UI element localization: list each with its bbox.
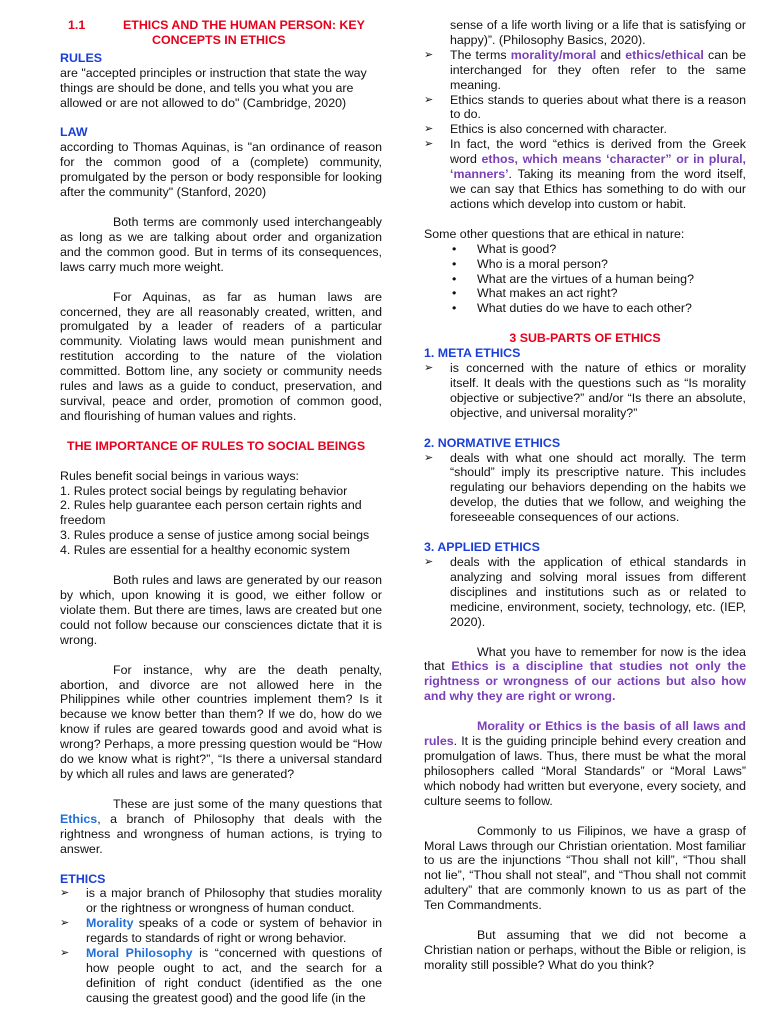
- benefit-4: 4. Rules are essential for a healthy economic system: [60, 543, 350, 558]
- ethics-bullet-1: ➢ is a major branch of Philosophy that studies morality or the rightness or wrongness of human conduct.: [60, 886, 382, 916]
- arrow-bullet-icon: ➢: [424, 138, 434, 151]
- question-item: • What is good?: [452, 241, 557, 256]
- applied-ethics-heading: 3. APPLIED ETHICS: [424, 540, 540, 555]
- arrow-bullet-icon: ➢: [424, 362, 434, 375]
- arrow-bullet-icon: ➢: [424, 123, 434, 136]
- paragraph-remember: What you have to remember for now is the idea that Ethics is a discipline that studies not only the rightness or wrongness of our actions but also how and why they are right or wrong.: [424, 644, 746, 704]
- bullet-character: ➢ Ethics is also concerned with character.: [424, 122, 667, 137]
- paragraph-questions: These are just some of the many questions that Ethics, a branch of Philosophy that deals with the rightness and wrongness of human actions, is trying to answer.: [60, 796, 382, 856]
- law-heading: LAW: [60, 125, 88, 140]
- morality-basis-emphasis: Morality or Ethics is the basis of all laws and rules: [424, 719, 746, 749]
- applied-ethics-bullet: ➢ deals with the application of ethical standards in analyzing and solving moral issues from different disciplines and institutions such as or related to medicine, environment, society, technology, etc. (IEP, 2020).: [424, 555, 746, 629]
- bullet-terms: ➢ The terms morality/moral and ethics/ethical can be interchanged for they often refer to the same meaning.: [424, 47, 746, 92]
- subparts-heading: 3 SUB-PARTS OF ETHICS: [509, 331, 661, 346]
- paragraph-basis: Morality or Ethics is the basis of all laws and rules. It is the guiding principle behind every creation and promulgation of laws. Thus, there must be what the moral philosophers called “Moral Standards” or “Moral Laws” which nobody had written but everyone, every society, and culture seems to follow.: [424, 719, 746, 808]
- question-item: • What are the virtues of a human being?: [452, 271, 694, 286]
- moral-philosophy-term: Moral Philosophy: [86, 946, 193, 961]
- ethics-bullet-3: ➢ Moral Philosophy is “concerned with questions of how people ought to act, and the search for a definition of right conduct (identified as the one causing the greatest good) and the good life (in the: [60, 946, 382, 1005]
- ethics-ethical-term: ethics/ethical: [625, 47, 704, 62]
- ethics-term: Ethics: [60, 811, 98, 826]
- morality-moral-term: morality/moral: [510, 47, 597, 62]
- bullet-queries: ➢ Ethics stands to queries about what there is a reason to do.: [424, 92, 746, 122]
- normative-ethics-bullet: ➢ deals with what one should act morally. The term “should” imply its prescriptive nature. This includes regulating our behaviors depending on the habits we develop, the duties that we follow, and weighing the foreseeable consequences of our actions.: [424, 450, 746, 525]
- right-column: [424, 0, 746, 973]
- arrow-bullet-icon: ➢: [60, 947, 70, 960]
- dot-bullet-icon: •: [452, 301, 457, 316]
- paragraph-reason: Both rules and laws are generated by our reason by which, upon knowing it is good, we either follow or violate them. But there are times, laws are created but one could not follow because our consciences dictate that it is wrong.: [60, 573, 382, 647]
- section-title: [60, 18, 382, 48]
- question-item: • What duties do we have to each other?: [452, 301, 692, 316]
- section-title-line2: CONCEPTS IN ETHICS: [152, 32, 286, 47]
- arrow-bullet-icon: ➢: [424, 451, 434, 464]
- meta-ethics-bullet: ➢ is concerned with the nature of ethics or morality itself. It deals with the questions such as “Is morality objective or subjective?” and/or “Is there an absolute, objective, and universal morality?”: [424, 361, 746, 420]
- morality-term: Morality: [86, 916, 134, 931]
- arrow-bullet-icon: ➢: [424, 48, 434, 61]
- importance-heading: THE IMPORTANCE OF RULES TO SOCIAL BEINGS: [67, 438, 366, 453]
- paragraph-death-penalty: For instance, why are the death penalty, abortion, and divorce are not allowed here in the Philippines while other countries implement them? Is it because we know better than them? If we do, how do we know if rules are geared towards good and avoid what is wrong? Perhaps, a more pressing question would be “How do we know what is right?”, “Is there a universal standard by which all rules and laws are generated?: [60, 662, 382, 781]
- left-column: [60, 0, 382, 1006]
- dot-bullet-icon: •: [452, 286, 457, 301]
- ethics-bullet-2: ➢ Morality speaks of a code or system of behavior in regards to standards of right or wrong behavior.: [60, 916, 382, 946]
- benefit-1: 1. Rules protect social beings by regulating behavior: [60, 483, 348, 498]
- question-item: • Who is a moral person?: [452, 256, 608, 271]
- dot-bullet-icon: •: [452, 256, 457, 271]
- arrow-bullet-icon: ➢: [60, 917, 70, 930]
- ethics-heading: ETHICS: [60, 871, 106, 886]
- bullet-derived: ➢ In fact, the word “ethics is derived from the Greek word ethos, which means ‘character” or in plural, ‘manners’. Taking its meaning from the word itself, we can say that Ethics has something to do with our actions which develop into custom or habit.: [424, 137, 746, 211]
- ethics-discipline-emphasis: Ethics is a discipline that studies not only the rightness or wrongness of our actions but also how and why they are right or wrong.: [424, 659, 746, 704]
- continued-text: sense of a life worth living or a life that is satisfying or happy)”. (Philosophy Basics, 2020).: [450, 18, 746, 47]
- benefit-3: 3. Rules produce a sense of justice among social beings: [60, 528, 370, 543]
- ethos-term: ethos, which means ‘character” or in plural, ‘manners’: [450, 152, 746, 182]
- arrow-bullet-icon: ➢: [424, 93, 434, 106]
- arrow-bullet-icon: ➢: [424, 556, 434, 568]
- dot-bullet-icon: •: [452, 241, 457, 256]
- section-number: 1.1: [68, 18, 86, 32]
- normative-ethics-heading: 2. NORMATIVE ETHICS: [424, 435, 561, 450]
- questions-intro: Some other questions that are ethical in nature:: [424, 226, 685, 241]
- section-title-line1: ETHICS AND THE HUMAN PERSON: KEY: [123, 18, 365, 32]
- rules-definition: are "accepted principles or instruction that state the way things are should be done, and tells you what you are allowed or are not allowed to do" (Cambridge, 2020): [60, 65, 367, 110]
- question-item: • What makes an act right?: [452, 286, 618, 301]
- arrow-bullet-icon: ➢: [60, 887, 70, 900]
- benefit-2: 2. Rules help guarantee each person certain rights and freedom: [60, 498, 362, 528]
- dot-bullet-icon: •: [452, 271, 457, 286]
- paragraph-filipinos: Commonly to us Filipinos, we have a grasp of Moral Laws through our Christian orientation. Most familiar to us are the injunctions “Thou shall not kill”, “Thou shall not lie”, “Thou shall not steal”, and “Thou shall not commit adultery” that are commonly known to us as part of the Ten Commandments.: [424, 823, 746, 913]
- paragraph-aquinas: For Aquinas, as far as human laws are concerned, they are all reasonably created, written, and promulgated by a leader of readers of a particular community. Violating laws would mean punishment and restitution according to the nature of the violation committed. Bottom line, any society or community needs rules and laws as a guide to conduct, preservation, and survival, peace and order, promotion of common good, and flourishing of human values and rights.: [60, 289, 382, 423]
- rules-heading: RULES: [60, 50, 102, 65]
- paragraph-interchangeable: Both terms are commonly used interchangeably as long as we are talking about order and organization and the common good. But in terms of its consequences, laws carry much more weight.: [60, 214, 382, 274]
- paragraph-assuming: But assuming that we did not become a Christian nation or perhaps, without the Bible or religion, is morality still possible? What do you think?: [424, 928, 746, 972]
- benefits-intro: Rules benefit social beings in various ways:: [60, 468, 299, 483]
- law-definition: according to Thomas Aquinas, is "an ordinance of reason for the common good of a (complete) community, promulgated by the person or body responsible for looking after the community" (Stanford, 2020): [60, 140, 382, 200]
- meta-ethics-heading: 1. META ETHICS: [424, 346, 521, 361]
